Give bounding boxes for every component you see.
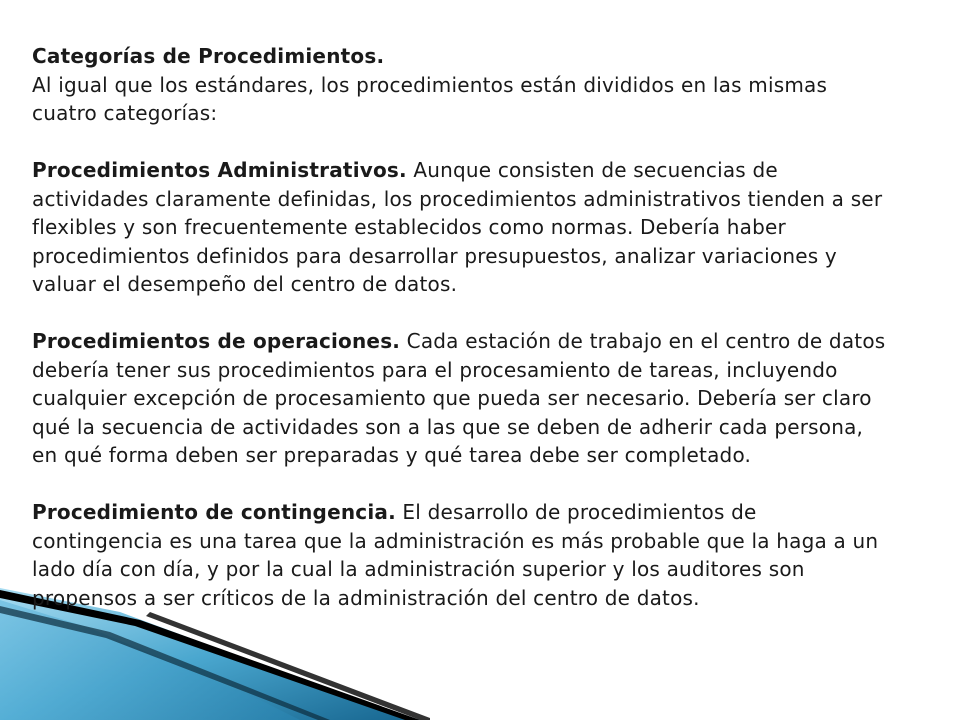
spacer <box>32 128 892 157</box>
section-operations <box>32 327 892 470</box>
body-text-block <box>32 42 892 612</box>
section-heading: Procedimientos Administrativos. <box>32 158 407 182</box>
slide-title: Categorías de Procedimientos. <box>32 44 385 68</box>
intro-paragraph: Al igual que los estándares, los procedimientos están divididos en las mismas cuatro categorías: <box>32 72 828 125</box>
section-administrative <box>32 156 892 299</box>
section-text: Cada estación de trabajo en el centro de datos debería tener sus procedimientos para el procesamiento de tareas, incluyendo cualquier excepción de procesamiento que pueda ser necesario. Debería ser claro qué la secuencia de actividades son a las que se deben de adherir cada persona, en qué forma deben ser preparadas y qué tarea debe ser completado. <box>32 329 886 467</box>
section-heading: Procedimiento de contingencia. <box>32 500 396 524</box>
section-heading: Procedimientos de operaciones. <box>32 329 401 353</box>
section-text: El desarrollo de procedimientos de contingencia es una tarea que la administración es más probable que la haga a un lado día con día, y por la cual la administración superior y los auditores son propensos a ser críticos de la administración del centro de datos. <box>32 500 879 610</box>
section-text: Aunque consisten de secuencias de actividades claramente definidas, los procedimientos administrativos tienden a ser flexibles y son frecuentemente establecidos como normas. Debería haber procedimientos definidos para desarrollar presupuestos, analizar variaciones y valuar el desempeño del centro de datos. <box>32 158 883 296</box>
section-contingency <box>32 498 892 612</box>
spacer <box>32 299 892 328</box>
spacer <box>32 470 892 499</box>
